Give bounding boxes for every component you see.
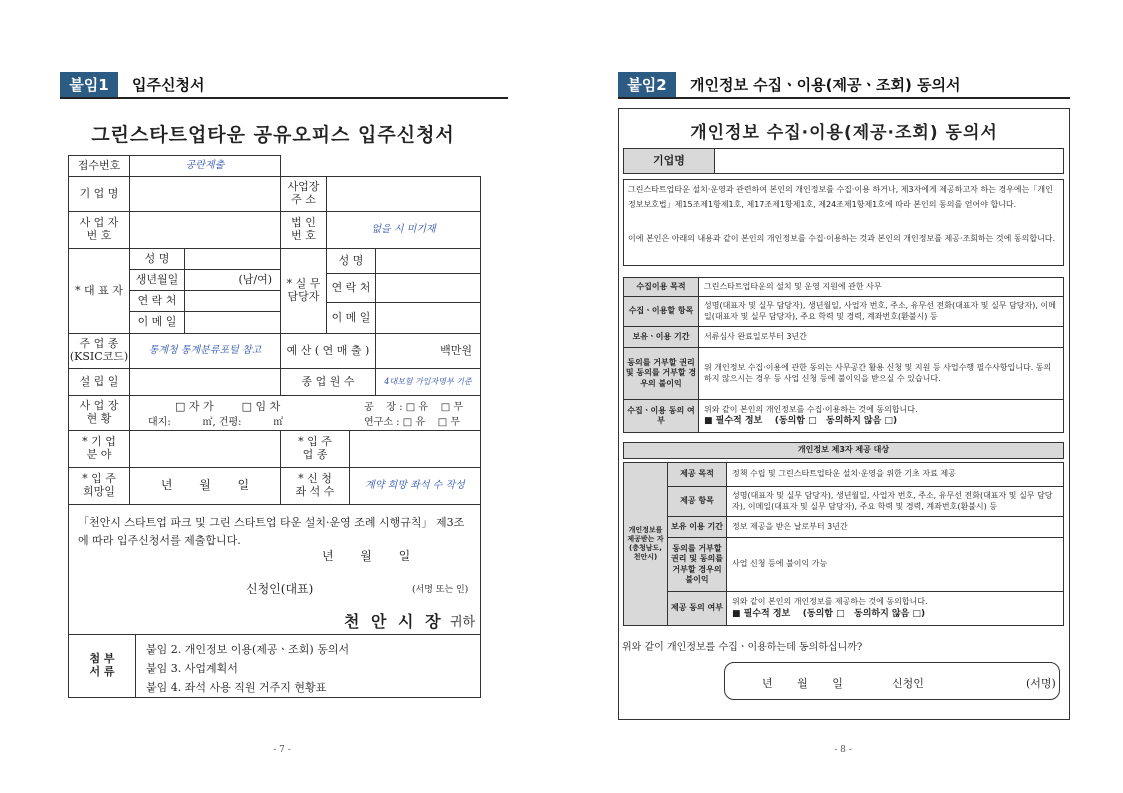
staff-contact-field[interactable] <box>375 273 481 303</box>
t2-value: 성명(대표자 및 실무 담당자), 생년월일, 사업자 번호, 주소, 유무선 전화(대표자 및 실무 담당자), 이메일(대표자 및 실무 담당자), 주요 학력 및 경력, 계좌번호(환불시) 등 <box>726 486 1064 517</box>
rep-gender[interactable]: (남/여) <box>184 269 281 291</box>
corp-no-label: 법 인 번 호 <box>280 211 327 249</box>
intro-text-2: 이에 본인은 아래의 내용과 같이 본인의 개인정보를 수집·이용하는 것과 본인의 개인정보를 제공·조회하는 것에 동의합니다. <box>628 234 1056 243</box>
staff-email-label: 이 메 일 <box>326 302 376 334</box>
t1-consent-text: 위와 같이 본인의 개인정보를 수집·이용하는 것에 동의합니다. <box>704 404 918 414</box>
attach-item: 붙임 2. 개인정보 이용(제공ㆍ조회) 동의서 <box>146 643 350 656</box>
t1-label: 수집ㆍ이용할 항목 <box>623 296 699 327</box>
rep-contact-label: 연 락 처 <box>129 290 185 312</box>
page-number-right: - 8 - <box>834 745 852 755</box>
t2-consent-text: 위와 같이 본인의 개인정보를 제공하는 것에 동의합니다. <box>732 597 928 607</box>
move-type-field[interactable] <box>349 430 481 468</box>
t1-label: 동의를 거부할 권리 및 동의를 거부할 경우의 불이익 <box>623 347 699 400</box>
t2-value: 정책 수립 및 그린스타트업타운 설치·운영을 위한 기초 자료 제공 <box>726 462 1064 487</box>
biz-reg-field[interactable] <box>129 211 281 249</box>
recipient-label: 개인정보를 제공받는 자 (충청남도, 천안시) <box>623 462 668 626</box>
rep-contact-field[interactable] <box>184 290 281 312</box>
employees-note[interactable]: 4대보험 가입자명부 기준 <box>375 368 481 396</box>
industry-note[interactable]: 통계청 통계분류포털 참고 <box>129 333 281 369</box>
attach-item: 붙임 4. 좌석 사용 직원 거주지 현황표 <box>146 681 327 694</box>
t1-label: 보유ㆍ이용 기간 <box>623 326 699 348</box>
rep-email-label: 이 메 일 <box>129 311 185 334</box>
attach-label: 첨 부 서 류 <box>68 634 136 698</box>
founded-label: 설 립 일 <box>68 368 130 396</box>
signature-applicant: 신청인 <box>892 677 924 690</box>
receipt-value: 공란제출 <box>129 155 281 177</box>
biz-reg-label: 사 업 자 번 호 <box>68 211 130 249</box>
form-title-left: 그린스타트업타운 공유오피스 입주신청서 <box>91 124 455 146</box>
seats-label: * 신 청 좌 석 수 <box>280 467 350 505</box>
industry-label: 주 업 종 (KSIC코드) <box>68 333 130 369</box>
t2-label: 보유 이용 기간 <box>667 516 727 538</box>
factory-options[interactable]: 공 장 : □ 유 □ 무 <box>364 402 464 413</box>
corp-no-note[interactable]: 없을 시 미기재 <box>326 211 481 249</box>
section-rule-left <box>60 97 508 99</box>
t2-value: 정보 제공을 받은 날로부터 3년간 <box>726 516 1064 538</box>
staff-email-field[interactable] <box>375 302 481 334</box>
receipt-label: 접수번호 <box>68 155 130 177</box>
move-date-field[interactable]: 년 월 일 <box>129 467 281 505</box>
t2-label: 제공 목적 <box>667 462 727 487</box>
t2-consent-cell[interactable] <box>726 591 1064 626</box>
rep-name-label: 성 명 <box>129 248 185 270</box>
consent-question: 위와 같이 개인정보를 수집ㆍ이용하는데 동의하십니까? <box>622 642 863 653</box>
attach-item: 붙임 3. 사업계획서 <box>146 662 238 675</box>
section-title-right: 개인정보 수집ㆍ이용(제공ㆍ조회) 동의서 <box>690 76 961 94</box>
addressee: 천 안 시 장 <box>344 612 444 631</box>
t1-consent-checkboxes[interactable]: ■ 필수적 정보 (동의함 □ 동의하지 않음 □) <box>704 416 898 427</box>
move-type-label: * 입 주 업 종 <box>280 430 350 468</box>
staff-name-label: 성 명 <box>326 248 376 274</box>
rep-name-field[interactable] <box>184 248 281 270</box>
rep-email-field[interactable] <box>184 311 281 334</box>
t1-value: 그린스타트업타운의 설치 및 운영 지원에 관한 사무 <box>698 277 1064 297</box>
section-badge-left: 붙임1 <box>60 72 118 98</box>
intro-text-1: 그린스타트업타운 설치·운영과 관련하여 본인의 개인정보를 수집·이용 하거나, 제3자에게 제공하고자 하는 경우에는「개인정보보호법」제15조제1항제1호, 제17조제1항제1호, 제24조제1항제1호에 따라 본인의 동의를 얻어야 합니다. <box>628 185 1053 209</box>
t1-label: 수집이용 목적 <box>623 277 699 297</box>
signature-mark: (서명) <box>1026 677 1056 690</box>
company-label-right: 기업명 <box>623 148 715 174</box>
move-date-label: * 입 주 희망일 <box>68 467 130 505</box>
sign-note: (서명 또는 인) <box>412 585 469 595</box>
lab-options[interactable]: 연구소 : □ 유 □ 무 <box>364 417 460 428</box>
t1-consent-cell[interactable] <box>698 399 1064 433</box>
t1-value: 성명(대표자 및 실무 담당자), 생년월일, 사업자 번호, 주소, 유무선 전화(대표자 및 실무 담당자), 이메일(대표자 및 실무 담당자), 주요 학력 및 경력, 계좌번호(환불시) 등 <box>698 296 1064 327</box>
company-field-right[interactable] <box>714 148 1064 174</box>
section-title-left: 입주신청서 <box>132 76 205 94</box>
t1-value: 위 개인정보 수집·이용에 관한 동의는 사무공간 활용 신청 및 지원 등 사업수행 필수사항입니다. 동의하지 않으시는 경우 등 사업 신청 등에 불이익을 받으실 수 있습니다. <box>698 347 1064 400</box>
third-party-header: 개인정보 제3자 제공 대상 <box>623 442 1064 459</box>
rep-label: * 대 표 자 <box>68 248 130 334</box>
t2-label: 제공 동의 여부 <box>667 591 727 626</box>
staff-contact-label: 연 락 처 <box>326 273 376 303</box>
employees-label: 종 업 원 수 <box>280 368 376 396</box>
budget-unit[interactable]: 백만원 <box>375 333 481 369</box>
page-number-left: - 7 - <box>273 745 291 755</box>
t2-label: 제공 항목 <box>667 486 727 517</box>
staff-name-field[interactable] <box>375 248 481 274</box>
signature-date: 년 월 일 <box>762 677 843 690</box>
statement-date[interactable]: 년 월 일 <box>322 549 411 563</box>
company-type-label: * 기 업 분 야 <box>68 430 130 468</box>
section-badge-right: 붙임2 <box>618 72 676 98</box>
company-type-field[interactable] <box>129 430 281 468</box>
site-own-options[interactable]: □ 자 가 □ 임 차 <box>175 400 281 413</box>
rep-birth-label: 생년월일 <box>129 269 185 291</box>
t2-label: 동의를 거부할 권리 및 동의를 거부할 경우의 불이익 <box>667 537 727 592</box>
seats-note[interactable]: 계약 희망 좌석 수 작성 <box>349 467 481 505</box>
addressee-suffix: 귀하 <box>450 615 476 630</box>
company-name-field[interactable] <box>129 176 281 212</box>
t1-value: 서류심사 완료일로부터 3년간 <box>698 326 1064 348</box>
t2-consent-checkboxes[interactable]: ■ 필수적 정보 (동의함 □ 동의하지 않음 □) <box>732 608 926 619</box>
statement-text: 「천안시 스타트업 파크 및 그린 스타트업 타운 설치·운영 조례 시행규칙」 제3조에 따라 입주신청서를 제출합니다. <box>78 516 465 547</box>
biz-address-label: 사업장 주 소 <box>280 176 327 212</box>
t2-value: 사업 신청 등에 불이익 가능 <box>726 537 1064 592</box>
site-status-label: 사 업 장 현 황 <box>68 395 130 431</box>
company-name-label: 기 업 명 <box>68 176 130 212</box>
budget-label: 예 산 ( 연 매 출 ) <box>280 333 376 369</box>
section-rule-right <box>618 97 1070 99</box>
t1-label: 수집ㆍ이용 동의 여부 <box>623 399 699 433</box>
biz-address-field[interactable] <box>326 176 481 212</box>
applicant-label: 신청인(대표) <box>246 582 314 596</box>
staff-label: * 실 무 담당자 <box>280 248 327 334</box>
site-area: 대지: ㎡, 건평: ㎡ <box>148 417 284 428</box>
founded-field[interactable] <box>129 368 281 396</box>
form-title-right: 개인정보 수집·이용(제공·조회) 동의서 <box>690 123 998 143</box>
